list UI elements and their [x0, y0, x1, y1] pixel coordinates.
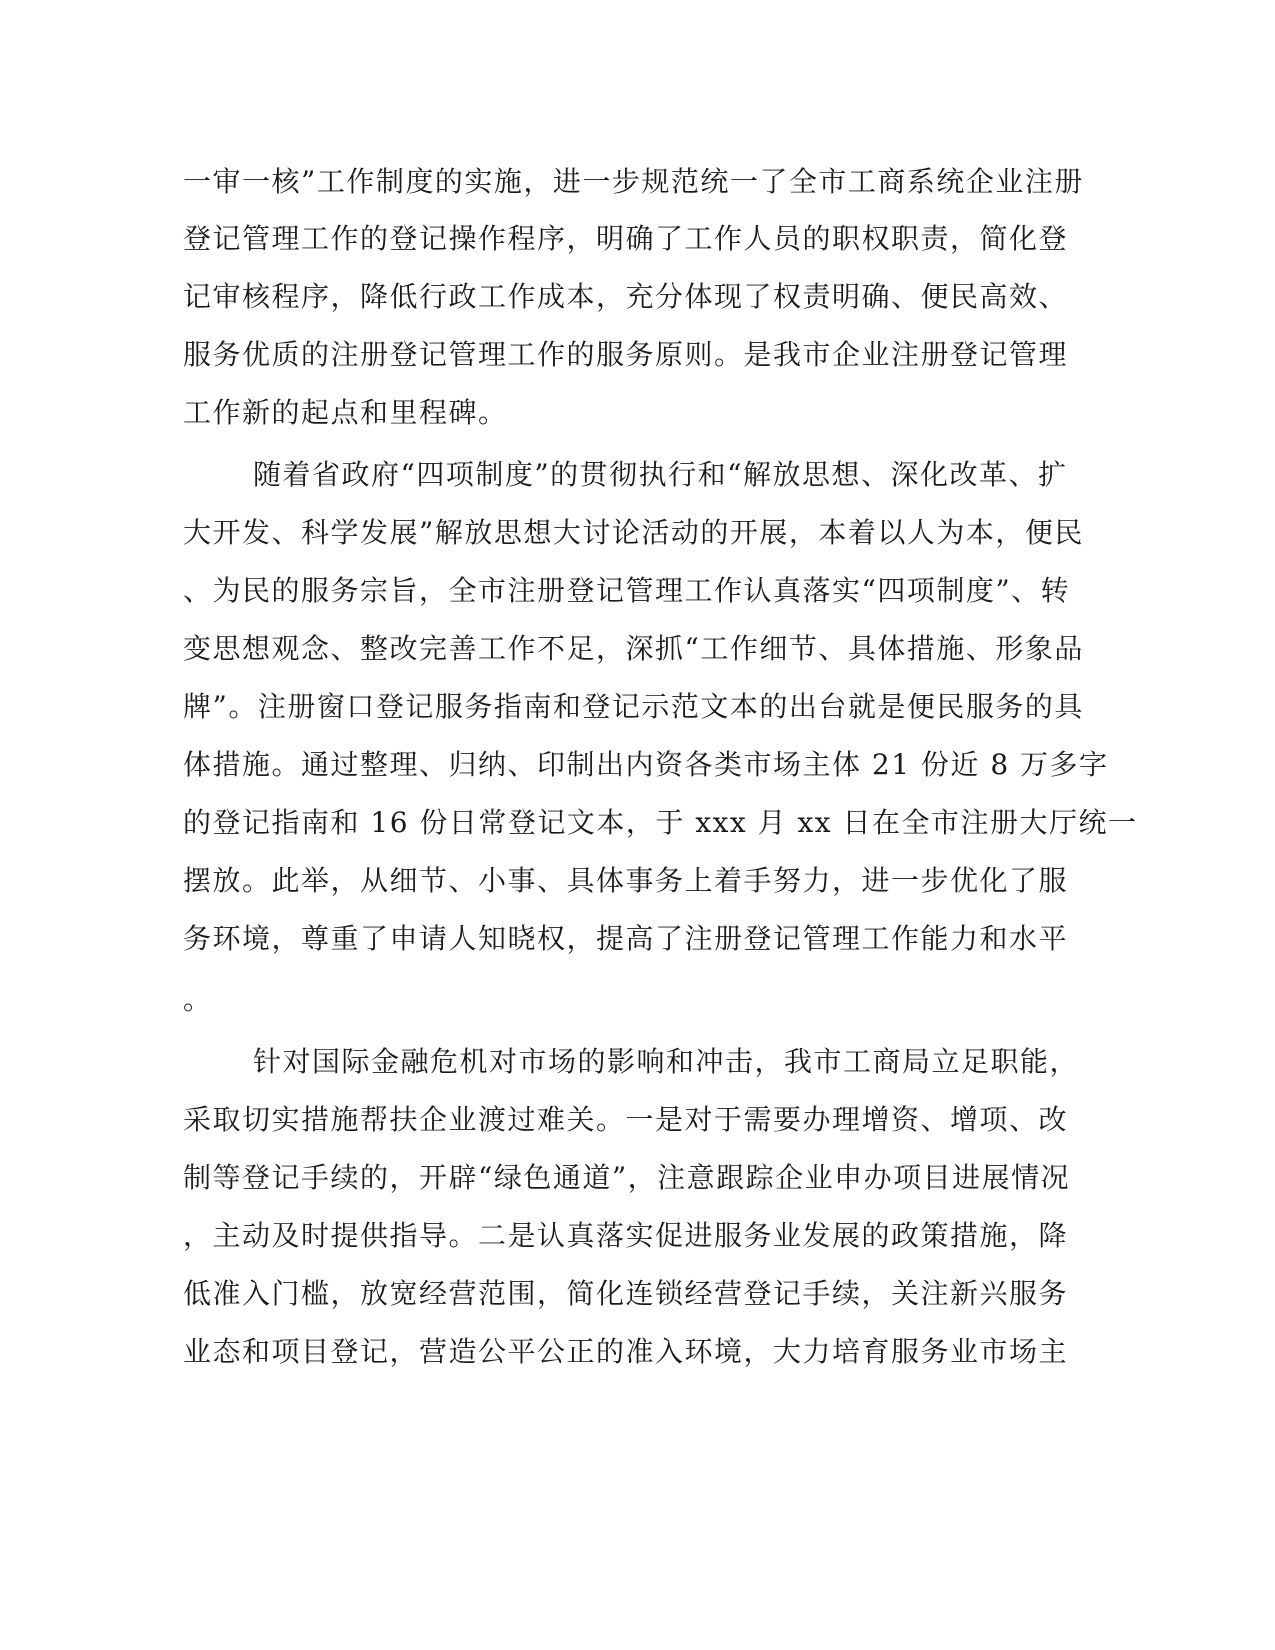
- paragraph-3-line-1: 针对国际金融危机对市场的影响和冲击，我市工商局立足职能，: [253, 1045, 1080, 1078]
- paragraph-3-line-4: ，主动及时提供指导。二是认真落实促进服务业发展的政策措施，降: [183, 1219, 1069, 1252]
- paragraph-2-line-5: 牌”。注册窗口登记服务指南和登记示范文本的出台就是便民服务的具: [183, 690, 1084, 723]
- paragraph-3-line-5: 低准入门槛，放宽经营范围，简化连锁经营登记手续，关注新兴服务: [183, 1277, 1069, 1310]
- paragraph-2-line-1: 随着省政府“四项制度”的贯彻执行和“解放思想、深化改革、扩: [253, 458, 1068, 491]
- paragraph-1-line-4: 服务优质的注册登记管理工作的服务原则。是我市企业注册登记管理: [183, 338, 1069, 371]
- paragraph-2-line-10: 。: [183, 983, 213, 1016]
- paragraph-2-line-9: 务环境，尊重了申请人知晓权，提高了注册登记管理工作能力和水平: [183, 922, 1069, 955]
- paragraph-2-line-6: 体措施。通过整理、归纳、印制出内资各类市场主体 21 份近 8 万多字: [183, 748, 1109, 781]
- paragraph-3-line-6: 业态和项目登记，营造公平公正的准入环境，大力培育服务业市场主: [183, 1335, 1069, 1368]
- paragraph-2-line-8: 摆放。此举，从细节、小事、具体事务上着手努力，进一步优化了服: [183, 864, 1069, 897]
- paragraph-1-line-5: 工作新的起点和里程碑。: [183, 396, 508, 429]
- paragraph-2-line-7: 的登记指南和 16 份日常登记文本，于 xxx 月 xx 日在全市注册大厅统一: [183, 806, 1138, 839]
- paragraph-1-line-3: 记审核程序，降低行政工作成本，充分体现了权责明确、便民高效、: [183, 280, 1069, 313]
- paragraph-2-line-2: 大开发、科学发展”解放思想大讨论活动的开展，本着以人为本，便民: [183, 516, 1084, 549]
- paragraph-3-line-3: 制等登记手续的，开辟“绿色通道”，注意跟踪企业申办项目进展情况: [183, 1161, 1071, 1194]
- paragraph-1-line-2: 登记管理工作的登记操作程序，明确了工作人员的职权职责，简化登: [183, 222, 1069, 255]
- paragraph-3-line-2: 采取切实措施帮扶企业渡过难关。一是对于需要办理增资、增项、改: [183, 1103, 1069, 1136]
- paragraph-1-line-1: 一审一核”工作制度的实施，进一步规范统一了全市工商系统企业注册: [183, 165, 1084, 198]
- paragraph-2-line-4: 变思想观念、整改完善工作不足，深抓“工作细节、具体措施、形象品: [183, 632, 1084, 665]
- paragraph-2-line-3: 、为民的服务宗旨，全市注册登记管理工作认真落实“四项制度”、转: [183, 574, 1071, 607]
